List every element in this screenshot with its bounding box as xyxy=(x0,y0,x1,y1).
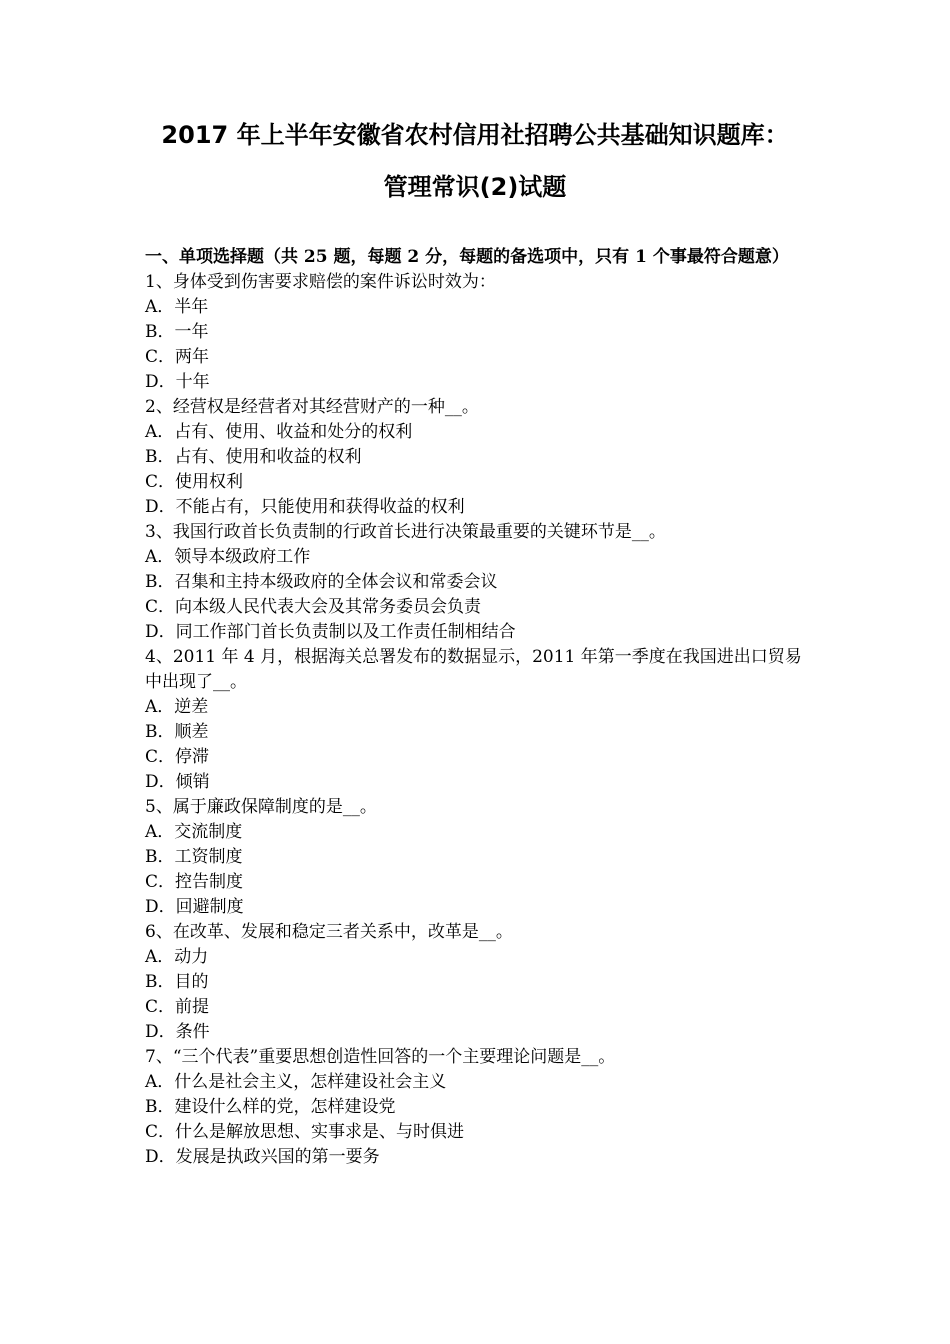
question-option: A．半年 xyxy=(145,297,209,317)
question-option: C．停滞 xyxy=(145,747,210,767)
question-option: D．倾销 xyxy=(145,772,210,792)
question-block xyxy=(145,270,815,395)
question-block xyxy=(145,520,815,645)
question-option: D．同工作部门首长负责制以及工作责任制相结合 xyxy=(145,622,516,642)
question-list xyxy=(145,245,815,1170)
question-option: A．什么是社会主义，怎样建设社会主义 xyxy=(145,1072,447,1092)
question-option: D．十年 xyxy=(145,372,210,392)
question-stem: 2、经营权是经营者对其经营财产的一种__。 xyxy=(145,397,479,417)
question-option: D．回避制度 xyxy=(145,897,244,917)
question-option: B．顺差 xyxy=(145,722,209,742)
document-title-line-1: 2017 年上半年安徽省农村信用社招聘公共基础知识题库： xyxy=(161,121,789,149)
question-option: B．一年 xyxy=(145,322,209,342)
question-option: A．动力 xyxy=(145,947,209,967)
question-stem: 3、我国行政首长负责制的行政首长进行决策最重要的关键环节是__。 xyxy=(145,522,666,542)
question-option: B．工资制度 xyxy=(145,847,243,867)
question-stem: 4、2011 年 4 月，根据海关总署发布的数据显示，2011 年第一季度在我国进出口贸易中出现了__。 xyxy=(145,647,802,692)
question-option: C．前提 xyxy=(145,997,210,1017)
question-option: C．两年 xyxy=(145,347,210,367)
question-block xyxy=(145,1045,815,1170)
question-option: D．条件 xyxy=(145,1022,210,1042)
question-stem: 6、在改革、发展和稳定三者关系中，改革是__。 xyxy=(145,922,513,942)
document-title-line-2: 管理常识(2)试题 xyxy=(383,173,567,201)
question-option: C．使用权利 xyxy=(145,472,244,492)
question-stem: 7、“三个代表”重要思想创造性回答的一个主要理论问题是__。 xyxy=(145,1047,616,1067)
question-option: B．目的 xyxy=(145,972,209,992)
question-option: C．向本级人民代表大会及其常务委员会负责 xyxy=(145,597,482,617)
question-option: B．召集和主持本级政府的全体会议和常委会议 xyxy=(145,572,498,592)
question-option: C．什么是解放思想、实事求是、与时俱进 xyxy=(145,1122,465,1142)
question-option: A．逆差 xyxy=(145,697,209,717)
question-stem: 5、属于廉政保障制度的是__。 xyxy=(145,797,377,817)
question-option: A．占有、使用、收益和处分的权利 xyxy=(145,422,413,442)
question-block xyxy=(145,395,815,520)
question-option: B．占有、使用和收益的权利 xyxy=(145,447,362,467)
question-option: D．不能占有，只能使用和获得收益的权利 xyxy=(145,497,465,517)
question-block xyxy=(145,920,815,1045)
question-option: B．建设什么样的党，怎样建设党 xyxy=(145,1097,396,1117)
question-option: A．领导本级政府工作 xyxy=(145,547,311,567)
question-option: D．发展是执政兴国的第一要务 xyxy=(145,1147,380,1167)
question-option: A．交流制度 xyxy=(145,822,243,842)
question-stem: 1、身体受到伤害要求赔偿的案件诉讼时效为： xyxy=(145,272,496,292)
question-block xyxy=(145,645,815,795)
question-block xyxy=(145,795,815,920)
section-heading: 一、单项选择题（共 25 题，每题 2 分，每题的备选项中，只有 1 个事最符合题意） xyxy=(145,247,789,267)
question-option: C．控告制度 xyxy=(145,872,244,892)
